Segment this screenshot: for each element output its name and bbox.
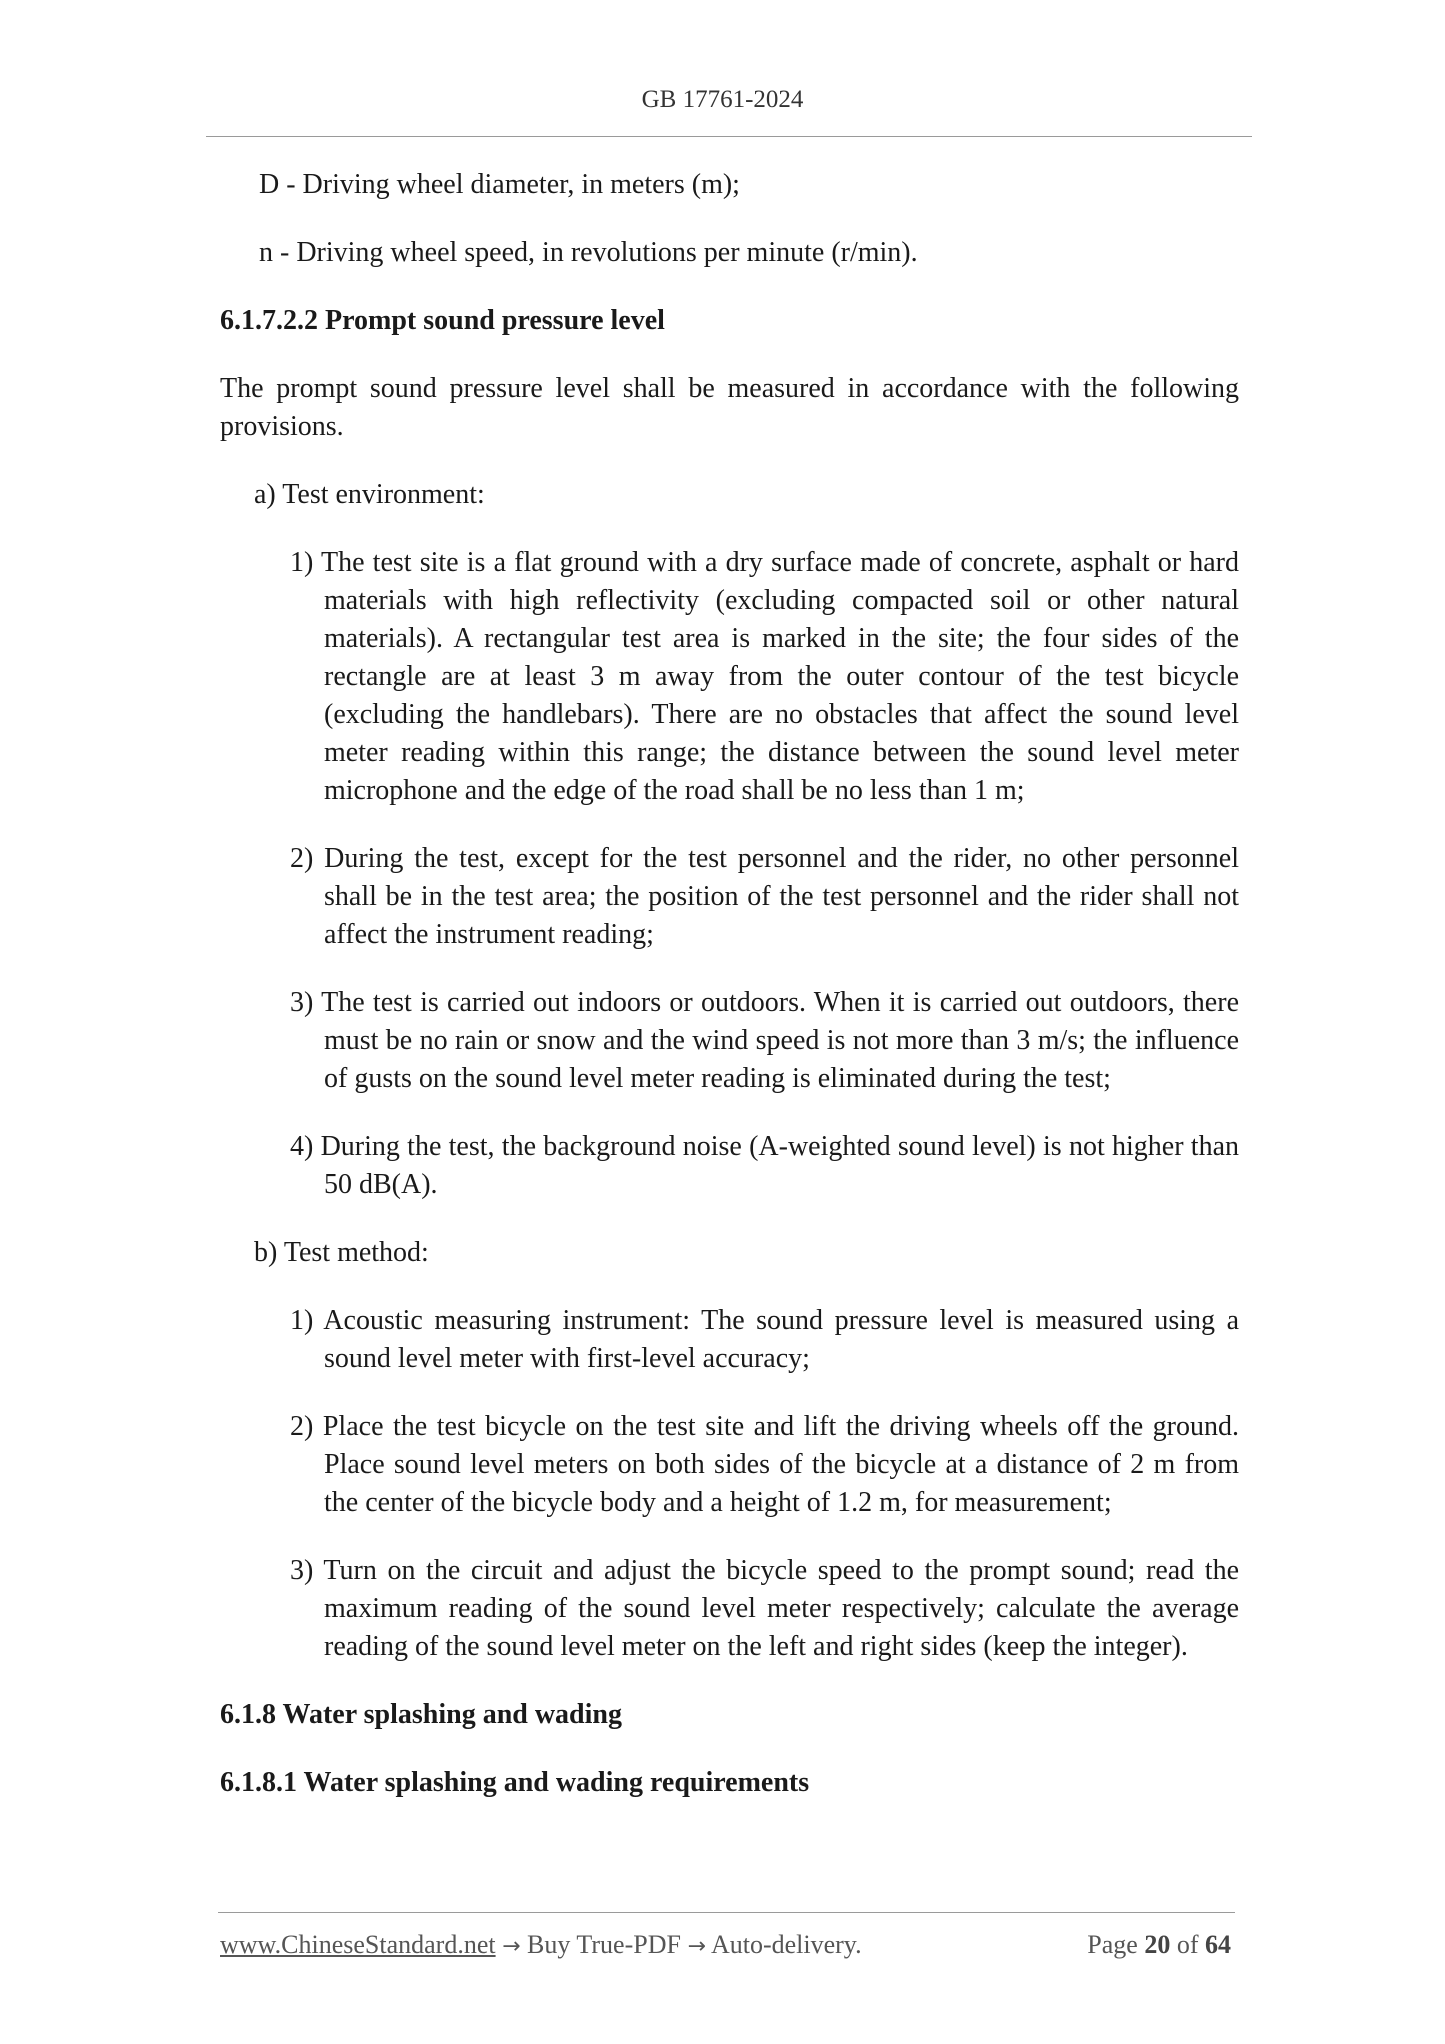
page-total: 64 xyxy=(1205,1930,1231,1959)
arrow-right-icon: → xyxy=(687,1934,706,1959)
delivery-text: Auto-delivery. xyxy=(710,1930,862,1959)
list-item: 4) During the test, the background noise (A-weighted sound level) is not higher than 50 dB(A). xyxy=(290,1131,1239,1200)
section-intro: The prompt sound pressure level shall be measured in accordance with the following provisions. xyxy=(220,373,1239,442)
buy-pdf-text: Buy True-PDF xyxy=(527,1930,681,1959)
page-current: 20 xyxy=(1144,1930,1171,1959)
list-item: 1) Acoustic measuring instrument: The sound pressure level is measured using a sound level meter with first-level accuracy; xyxy=(290,1305,1239,1374)
test-method-label: b) Test method: xyxy=(254,1237,429,1268)
page-number xyxy=(1087,1930,1231,1960)
definition-item: n - Driving wheel speed, in revolutions per minute (r/min). xyxy=(259,237,918,268)
definition-item: D - Driving wheel diameter, in meters (m); xyxy=(259,169,740,200)
list-item: 1) The test site is a flat ground with a dry surface made of concrete, asphalt or hard materials with high reflectivity (excluding compacted soil or other natural materials). A rectangular test area is marked in the site; the four sides of the rectangle are at least 3 m away from the outer contour of the test bicycle (excluding the handlebars). There are no obstacles that affect the sound level meter reading within this range; the distance between the sound level meter microphone and the edge of the road shall be no less than 1 m; xyxy=(290,547,1239,806)
section-heading: 6.1.7.2.2 Prompt sound pressure level xyxy=(220,305,665,336)
document-header: GB 17761-2024 xyxy=(641,86,804,113)
page-content xyxy=(220,166,1239,1832)
arrow-right-icon: → xyxy=(502,1934,521,1959)
list-item: 3) Turn on the circuit and adjust the bicycle speed to the prompt sound; read the maximum reading of the sound level meter respectively; calculate the average reading of the sound level meter on the left and right sides (keep the integer). xyxy=(290,1555,1239,1662)
list-item: 3) The test is carried out indoors or outdoors. When it is carried out outdoors, there must be no rain or snow and the wind speed is not more than 3 m/s; the influence of gusts on the sound level meter reading is eliminated during the test; xyxy=(290,987,1239,1094)
section-heading: 6.1.8 Water splashing and wading xyxy=(220,1699,622,1730)
section-heading: 6.1.8.1 Water splashing and wading requirements xyxy=(220,1767,810,1798)
header-divider xyxy=(206,136,1252,137)
list-item: 2) During the test, except for the test personnel and the rider, no other personnel shall be in the test area; the position of the test personnel and the rider shall not affect the instrument reading; xyxy=(290,843,1239,950)
page-of: of xyxy=(1176,1930,1199,1959)
footer-promo xyxy=(220,1930,862,1960)
test-environment-label: a) Test environment: xyxy=(254,479,485,510)
footer-divider xyxy=(218,1912,1235,1913)
definitions-list xyxy=(220,166,1239,272)
website-link[interactable]: www.ChineseStandard.net xyxy=(220,1930,496,1959)
list-item: 2) Place the test bicycle on the test site and lift the driving wheels off the ground. Place sound level meters on both sides of the bicycle at a distance of 2 m from the center of the bicycle body and a height of 1.2 m, for measurement; xyxy=(290,1411,1239,1518)
page-label: Page xyxy=(1087,1930,1138,1959)
